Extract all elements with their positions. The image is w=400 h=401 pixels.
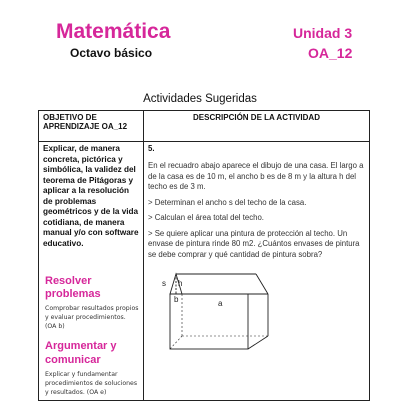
label-h: h	[178, 279, 183, 289]
level-label: Octavo básico	[70, 46, 153, 60]
activity-intro: En el recuadro abajo aparece el dibujo de una casa. El largo a de la casa es de 10 m, el ancho b es de 8 m y la altura h del techo es de 3 m.	[148, 161, 364, 192]
objective-column-header: OBJETIVO DE APRENDIZAJE OA_12	[39, 111, 144, 142]
house-diagram	[156, 266, 296, 356]
objective-code: OA_12	[308, 45, 353, 61]
activity-task-area: > Calculan el área total del techo.	[148, 213, 264, 223]
activity-cell	[144, 142, 370, 401]
skill-text-resolver: Comprobar resultados propios y evaluar procedimientos. (OA b)	[45, 305, 139, 331]
activity-task-width: > Determinan el ancho s del techo de la casa.	[148, 197, 307, 207]
table-header-row	[39, 111, 370, 142]
label-a: a	[218, 299, 223, 309]
objective-cell	[39, 142, 144, 401]
skill-title-argumentar: Argumentar y comunicar	[45, 340, 117, 366]
section-title: Actividades Sugeridas	[143, 93, 257, 105]
skill-text-argumentar: Explicar y fundamentar procedimientos de soluciones y resultados. (OA e)	[45, 370, 138, 396]
subject-title: Matemática	[56, 20, 171, 43]
label-b: b	[174, 295, 179, 305]
table-body-row	[39, 142, 370, 401]
unit-label: Unidad 3	[293, 25, 353, 41]
skill-title-resolver: Resolver problemas	[45, 275, 101, 301]
description-column-header: DESCRIPCIÓN DE LA ACTIVIDAD	[144, 111, 370, 142]
activity-task-paint: > Se quiere aplicar una pintura de protección al techo. Un envase de pintura rinde 80 m2. ¿Cuántos envases de pintura se debe comprar y qué cantidad de pintura sobra?	[148, 228, 360, 259]
label-s: s	[162, 279, 166, 289]
activity-number: 5.	[148, 144, 155, 153]
objective-text: Explicar, de manera concreta, pictórica y simbólica, la validez del teorema de Pitágoras y aplicar a la resolución de problemas geométricos y de la vida cotidiana, de manera manual y/o con software educativo.	[43, 144, 139, 248]
activities-table	[38, 110, 370, 401]
